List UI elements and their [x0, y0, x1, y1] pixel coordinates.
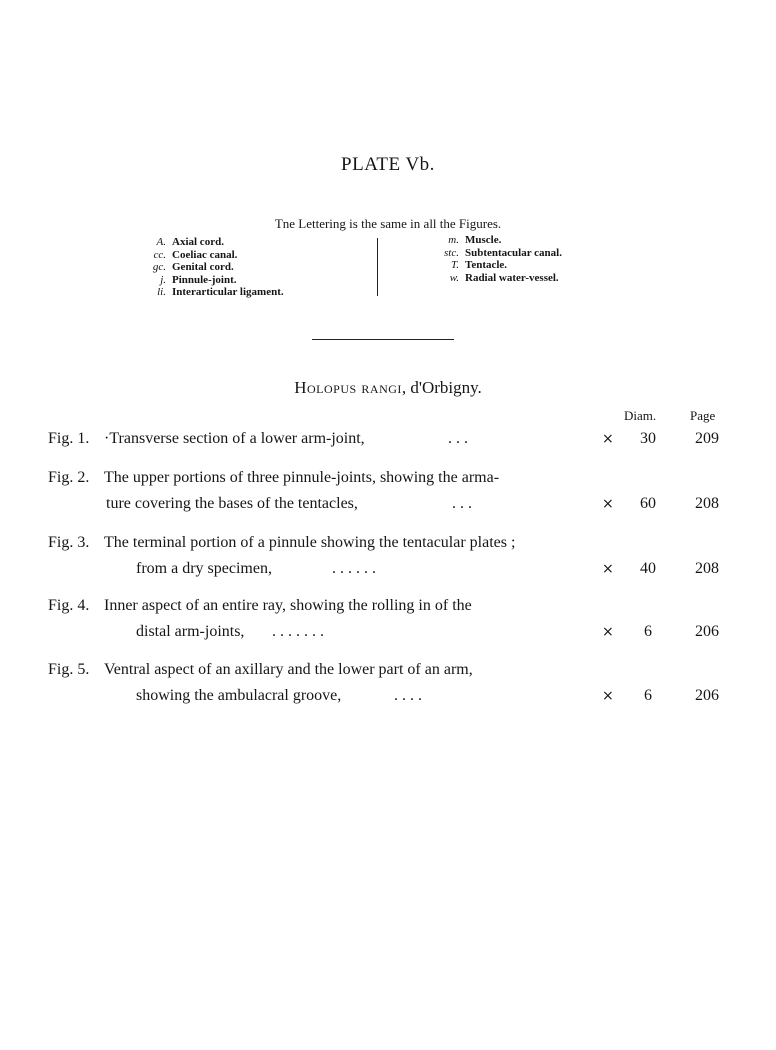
figure-number: Fig. 4.: [48, 597, 90, 614]
page-number: 209: [695, 430, 719, 447]
magnification-sign: ×: [602, 496, 614, 512]
legend-abbr: cc.: [153, 248, 166, 261]
page-number: 208: [695, 560, 719, 577]
figure-caption-continued: ture covering the bases of the tentacles,: [106, 495, 358, 512]
figure-caption: ·Transverse section of a lower arm-joint,: [104, 430, 365, 447]
magnification-sign: ×: [602, 624, 614, 640]
figure-caption-continued: from a dry specimen,: [136, 560, 272, 577]
figure-caption: The upper portions of three pinnule-joints, showing the arma-: [104, 469, 500, 486]
legend-abbr: A.: [156, 236, 166, 248]
diameter-value: 6: [644, 687, 652, 704]
figure-caption-continued: showing the ambulacral groove,: [136, 687, 342, 704]
magnification-sign: ×: [602, 431, 614, 447]
column-heading-page: Page: [690, 408, 716, 423]
diameter-value: 40: [640, 560, 656, 577]
figure-caption: Inner aspect of an entire ray, showing the rolling in of the: [104, 597, 472, 614]
leader-dots: . . . . . . .: [272, 623, 324, 640]
figure-entry: [48, 593, 748, 645]
page-number: 206: [695, 687, 719, 704]
legend-divider: [377, 238, 378, 296]
legend-item: [433, 234, 633, 247]
leader-dots: . . . .: [394, 687, 422, 704]
legend-abbr: T.: [450, 259, 459, 271]
legend-label: Tentacle.: [465, 259, 508, 271]
figure-number: Fig. 1.: [48, 430, 90, 447]
legend-item: [140, 286, 370, 299]
legend-label: Interarticular ligament.: [172, 286, 284, 298]
magnification-sign: ×: [602, 561, 614, 577]
legend-label: Subtentacular canal.: [465, 246, 562, 259]
legend-abbr: m.: [448, 234, 459, 246]
legend-label: Pinnule-joint.: [172, 273, 237, 286]
legend-right: [433, 234, 633, 284]
column-heading-diam: Diam.: [624, 408, 657, 423]
legend-abbr: gc.: [152, 261, 166, 273]
figure-entry: [48, 530, 748, 582]
legend-item: [140, 261, 370, 274]
figure-entry: [48, 426, 748, 452]
legend-item: [433, 247, 633, 260]
lettering-note: Tne Lettering is the same in all the Figures.: [274, 216, 502, 231]
page-number: 206: [695, 623, 719, 640]
legend-item: [433, 259, 633, 272]
figure-number: Fig. 2.: [48, 469, 90, 486]
legend-item: [140, 274, 370, 287]
figure-number: Fig. 3.: [48, 534, 90, 551]
legend-abbr: stc.: [444, 246, 459, 259]
legend-label: Genital cord.: [172, 261, 234, 273]
magnification-sign: ×: [602, 688, 614, 704]
species-author: , d'Orbigny.: [401, 378, 482, 397]
leader-dots: . . .: [448, 430, 468, 447]
legend-left: [140, 236, 370, 299]
figure-caption-continued: distal arm-joints,: [136, 623, 245, 640]
legend-label: Axial cord.: [172, 236, 224, 248]
leader-dots: . . .: [452, 495, 472, 512]
legend-label: Muscle.: [465, 234, 502, 246]
diameter-value: 60: [640, 495, 656, 512]
legend-abbr: li.: [157, 286, 166, 298]
legend-abbr: j.: [160, 273, 166, 286]
species-heading: [0, 378, 776, 398]
legend-label: Radial water-vessel.: [465, 271, 559, 284]
legend-abbr: w.: [449, 271, 459, 284]
figure-entry: [48, 657, 748, 709]
figure-caption: The terminal portion of a pinnule showing the tentacular plates ;: [104, 534, 516, 551]
diameter-value: 6: [644, 623, 652, 640]
species-name: Holopus rangi: [294, 378, 402, 397]
section-rule: [312, 339, 454, 340]
legend-item: [140, 236, 370, 249]
legend-item: [433, 272, 633, 285]
figure-number: Fig. 5.: [48, 661, 90, 678]
figure-caption: Ventral aspect of an axillary and the lower part of an arm,: [104, 661, 473, 678]
figure-entry: [48, 465, 748, 517]
legend-label: Coeliac canal.: [172, 248, 238, 261]
page-number: 208: [695, 495, 719, 512]
legend-item: [140, 249, 370, 262]
diameter-value: 30: [640, 430, 656, 447]
leader-dots: . . . . . .: [332, 560, 376, 577]
plate-title: PLATE Vb.: [341, 154, 435, 175]
